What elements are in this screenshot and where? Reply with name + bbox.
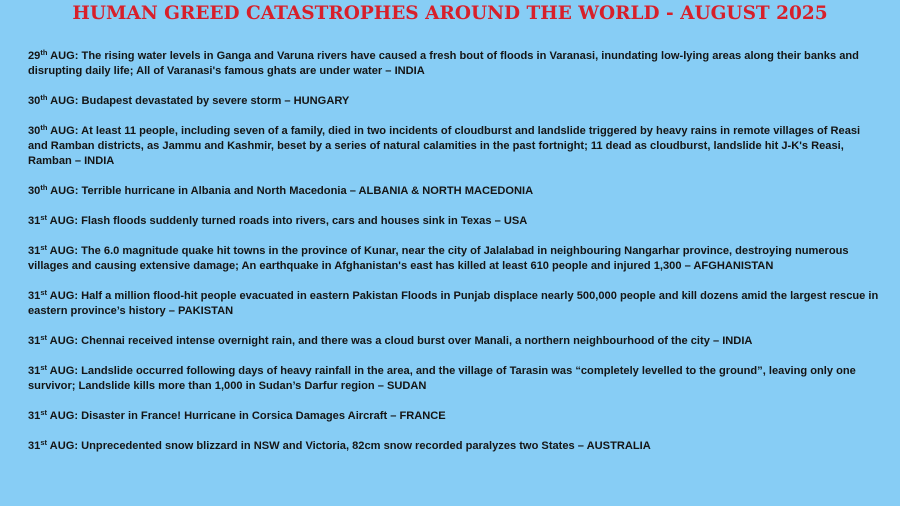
entry-day-suffix: st xyxy=(40,408,48,417)
entry-text: The rising water levels in Ganga and Varuna rivers have caused a fresh bout of floods in Varanasi, inundating low-lying areas along their banks and disrupting daily life; All of Varanasi's famous ghats are under water – INDIA xyxy=(28,50,859,77)
entry-month: AUG: xyxy=(47,95,82,107)
entry-text: Unprecedented snow blizzard in NSW and Victoria, 82cm snow recorded paralyzes two States – AUSTRALIA xyxy=(81,440,651,452)
entry-day: 31 xyxy=(28,365,41,377)
entry-text: Terrible hurricane in Albania and North Macedonia – ALBANIA & NORTH MACEDONIA xyxy=(81,185,534,197)
entry-day-suffix: th xyxy=(40,183,48,192)
entry-day: 30 xyxy=(28,185,41,197)
entry-day: 31 xyxy=(28,290,41,302)
list-item xyxy=(28,214,880,229)
entry-text: At least 11 people, including seven of a family, died in two incidents of cloudburst and landslide triggered by heavy rains in remote villages of Reasi and Ramban districts, as Jammu and Kashmir, beset by a series of natural calamities in the past fortnight; 11 dead as cloudburst, landslide hit J-K's Reasi, Ramban – INDIA xyxy=(28,125,861,167)
entry-text: Half a million flood-hit people evacuated in eastern Pakistan Floods in Punjab displace nearly 500,000 people and kill dozens amid the largest rescue in eastern province’s history – PAKISTAN xyxy=(28,290,879,317)
entry-day-suffix: th xyxy=(40,48,48,57)
entry-month: AUG: xyxy=(47,410,82,422)
entry-month: AUG: xyxy=(47,440,82,452)
entry-text: Chennai received intense overnight rain, and there was a cloud burst over Manali, a northern neighbourhood of the city – INDIA xyxy=(81,335,753,347)
entry-day: 31 xyxy=(28,410,41,422)
list-item xyxy=(28,244,880,274)
list-item xyxy=(28,439,880,454)
entry-month: AUG: xyxy=(47,365,82,377)
entry-month: AUG: xyxy=(47,125,82,137)
entry-day-suffix: th xyxy=(40,93,48,102)
entry-text: Budapest devastated by severe storm – HUNGARY xyxy=(81,95,350,107)
list-item xyxy=(28,49,880,79)
list-item xyxy=(28,409,880,424)
entry-day-suffix: st xyxy=(40,438,48,447)
entry-day-suffix: st xyxy=(40,333,48,342)
entry-month: AUG: xyxy=(47,185,82,197)
entry-text: Landslide occurred following days of heavy rainfall in the area, and the village of Tarasin was “completely levelled to the ground”, leaving only one survivor; Landslide kills more than 1,000 in Sudan’s Darfur region – SUDAN xyxy=(28,365,856,392)
list-item xyxy=(28,124,880,169)
entry-text: The 6.0 magnitude quake hit towns in the province of Kunar, near the city of Jalalabad in neighbouring Nangarhar province, destroying numerous villages and causing extensive damage; An earthquake in Afghanistan's east has killed at least 610 people and injured 1,300 – AFGHANISTAN xyxy=(28,245,849,272)
entry-day-suffix: st xyxy=(40,213,48,222)
entry-day-suffix: st xyxy=(40,288,48,297)
entry-day: 31 xyxy=(28,335,41,347)
list-item xyxy=(28,94,880,109)
entry-month: AUG: xyxy=(47,50,82,62)
list-item xyxy=(28,364,880,394)
entry-day-suffix: st xyxy=(40,363,48,372)
list-item xyxy=(28,289,880,319)
entry-day: 30 xyxy=(28,125,41,137)
entry-day: 31 xyxy=(28,245,41,257)
page-title: HUMAN GREED CATASTROPHES AROUND THE WORLD - AUGUST 2025 xyxy=(72,3,828,24)
entry-day: 30 xyxy=(28,95,41,107)
entry-day: 31 xyxy=(28,215,41,227)
list-item xyxy=(28,184,880,199)
entry-month: AUG: xyxy=(47,335,82,347)
entry-day-suffix: st xyxy=(40,243,48,252)
entry-day-suffix: th xyxy=(40,123,48,132)
entry-month: AUG: xyxy=(47,245,82,257)
entry-text: Disaster in France! Hurricane in Corsica Damages Aircraft – FRANCE xyxy=(81,410,446,422)
list-item xyxy=(28,334,880,349)
entry-text: Flash floods suddenly turned roads into rivers, cars and houses sink in Texas – USA xyxy=(81,215,528,227)
event-list xyxy=(28,49,880,469)
entry-day: 29 xyxy=(28,50,41,62)
entry-day: 31 xyxy=(28,440,41,452)
entry-month: AUG: xyxy=(47,215,82,227)
entry-month: AUG: xyxy=(47,290,82,302)
